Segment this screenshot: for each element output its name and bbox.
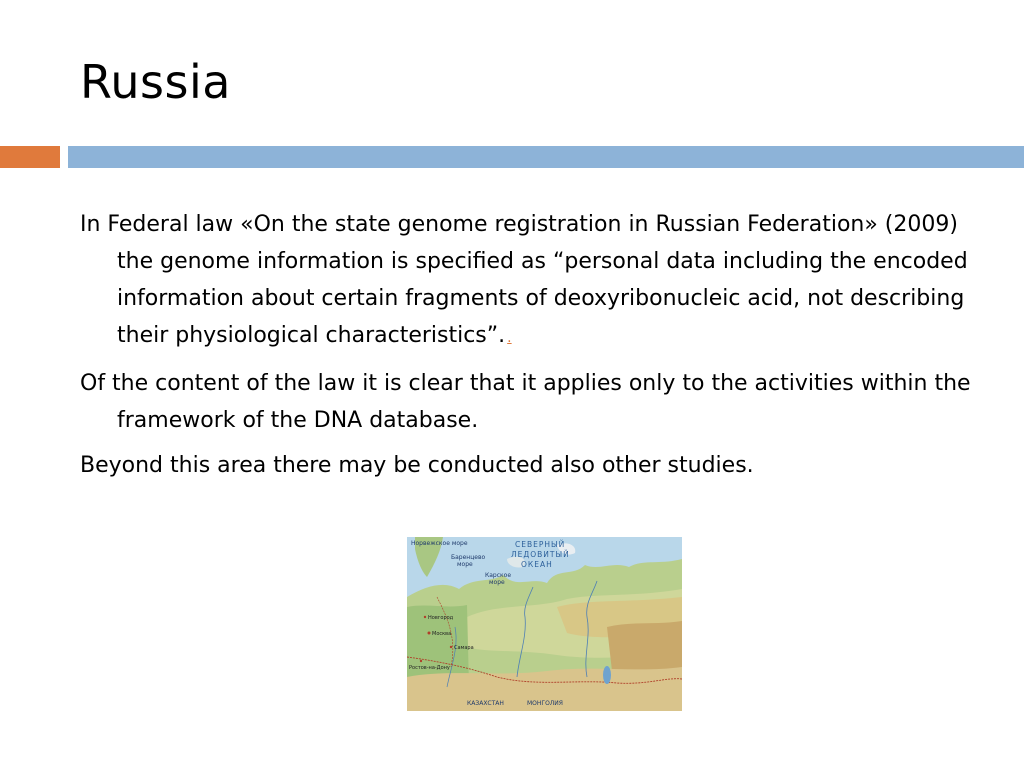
bullet-paragraph-3 — [80, 447, 1000, 484]
bullet-paragraph-1 — [80, 206, 1000, 357]
footnote-link[interactable]: . — [507, 330, 512, 346]
map-graphic — [407, 537, 682, 711]
bullet-text-3: Beyond this area there may be conducted also other studies. — [80, 453, 754, 478]
map-sea-label-1: Норвежское море — [411, 540, 468, 547]
map-sea-label-4: Карское — [485, 572, 512, 579]
map-ocean-label-3: ОКЕАН — [521, 560, 553, 569]
slide-title: Russia — [80, 55, 231, 109]
russia-map-image — [407, 537, 682, 711]
slide-content — [80, 206, 1000, 492]
map-city-4: Самара — [454, 645, 474, 651]
map-ocean-label-2: ЛЕДОВИТЫЙ — [511, 550, 570, 559]
map-sea-label-5: море — [489, 579, 505, 586]
title-accent-bar — [0, 146, 60, 168]
bullet-text-1: In Federal law «On the state genome registration in Russian Federation» (2009) the genome information is specified as “personal data including the encoded information about certain fragments of deoxyribonucleic acid, not describing their physiological characteristics”. — [80, 212, 968, 348]
map-country-label-2: МОНГОЛИЯ — [527, 700, 563, 707]
title-divider-bar — [68, 146, 1024, 168]
map-city-1: Москва — [432, 631, 452, 637]
map-city-3: Ростов-на-Дону — [409, 665, 450, 671]
map-country-label-1: КАЗАХСТАН — [467, 700, 504, 707]
bullet-text-2: Of the content of the law it is clear that it applies only to the activities within the framework of the DNA database. — [80, 371, 971, 433]
map-sea-label-2: Баренцево — [451, 554, 486, 561]
map-sea-label-3: море — [457, 561, 473, 568]
map-city-2: Новгород — [428, 615, 454, 621]
map-ocean-label-1: СЕВЕРНЫЙ — [515, 540, 566, 549]
bullet-paragraph-2 — [80, 365, 1000, 439]
